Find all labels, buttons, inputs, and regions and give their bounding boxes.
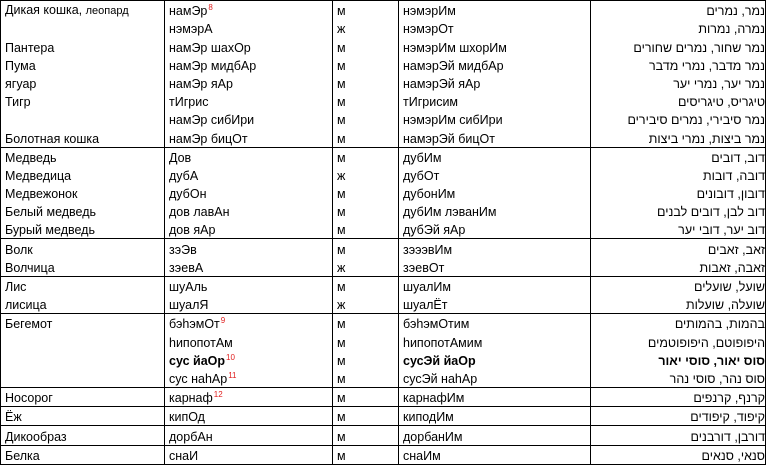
gender-cell-text: м bbox=[337, 76, 346, 91]
hebrew-cell-text: דורבן, דורבנים bbox=[690, 429, 765, 444]
transliteration-cell-text: шуалЯ bbox=[169, 298, 209, 313]
plural-cell-text: зэээвИм bbox=[403, 242, 453, 257]
transliteration-cell-text: намЭр шахОр bbox=[169, 40, 251, 55]
transliteration-cell-text: снаИ bbox=[169, 448, 199, 463]
gender-cell bbox=[333, 314, 399, 333]
hebrew-cell bbox=[591, 387, 766, 406]
gender-cell bbox=[333, 92, 399, 110]
hebrew-cell-text: נמרה, נמרות bbox=[698, 22, 765, 37]
plural-cell-text: шуалЁт bbox=[403, 298, 448, 313]
transliteration-cell bbox=[165, 74, 333, 92]
russian-word-cell-text: Пума bbox=[5, 58, 36, 73]
transliteration-cell bbox=[165, 110, 333, 128]
hebrew-cell bbox=[591, 351, 766, 369]
russian-word-cell bbox=[1, 387, 165, 406]
russian-word-cell bbox=[1, 74, 165, 92]
gender-cell bbox=[333, 74, 399, 92]
plural-cell bbox=[399, 37, 591, 55]
table-row bbox=[1, 407, 766, 426]
russian-word-cell-text: Тигр bbox=[5, 95, 31, 110]
transliteration-cell bbox=[165, 239, 333, 258]
transliteration-cell-text: намЭр мидбАр bbox=[169, 58, 257, 73]
transliteration-cell bbox=[165, 276, 333, 295]
plural-cell-text: нэмэрИм шхорИм bbox=[403, 40, 507, 55]
gender-cell bbox=[333, 19, 399, 37]
table-row bbox=[1, 239, 766, 258]
table-row bbox=[1, 37, 766, 55]
russian-word-cell bbox=[1, 314, 165, 333]
russian-word-cell-text: Пантера bbox=[5, 40, 55, 55]
hebrew-cell bbox=[591, 202, 766, 220]
gender-cell bbox=[333, 37, 399, 55]
table-row bbox=[1, 1, 766, 20]
russian-word-cell-text: Дикая кошка, bbox=[5, 3, 86, 18]
plural-cell bbox=[399, 295, 591, 314]
table-row bbox=[1, 220, 766, 239]
transliteration-cell bbox=[165, 1, 333, 20]
hebrew-cell-text: דובה, דובות bbox=[702, 168, 765, 183]
gender-cell-text: м bbox=[337, 317, 346, 332]
transliteration-cell bbox=[165, 387, 333, 406]
russian-word-cell-text: Медведица bbox=[5, 168, 72, 183]
gender-cell bbox=[333, 351, 399, 369]
hebrew-cell bbox=[591, 220, 766, 239]
table-row bbox=[1, 202, 766, 220]
gender-cell bbox=[333, 128, 399, 147]
russian-word-cell bbox=[1, 407, 165, 426]
plural-cell bbox=[399, 56, 591, 74]
russian-word-cell bbox=[1, 56, 165, 74]
plural-cell bbox=[399, 407, 591, 426]
hebrew-cell-text: זאב, זאבים bbox=[707, 242, 765, 257]
hebrew-cell bbox=[591, 426, 766, 445]
hebrew-cell bbox=[591, 276, 766, 295]
transliteration-cell bbox=[165, 128, 333, 147]
transliteration-cell bbox=[165, 92, 333, 110]
hebrew-cell-text: דוב, דובים bbox=[711, 150, 765, 165]
hebrew-cell bbox=[591, 295, 766, 314]
gender-cell bbox=[333, 295, 399, 314]
russian-word-cell-text: Бегемот bbox=[5, 317, 53, 332]
transliteration-cell bbox=[165, 332, 333, 350]
plural-cell bbox=[399, 1, 591, 20]
russian-word-cell bbox=[1, 166, 165, 184]
russian-word-cell-text: Дикообраз bbox=[5, 429, 67, 444]
hebrew-cell bbox=[591, 147, 766, 166]
plural-cell bbox=[399, 369, 591, 388]
plural-cell bbox=[399, 184, 591, 202]
gender-cell-text: м bbox=[337, 113, 346, 128]
gender-cell-text: м bbox=[337, 223, 346, 238]
plural-cell-text: нэмэрИм bbox=[403, 4, 456, 19]
russian-word-cell bbox=[1, 295, 165, 314]
hebrew-cell bbox=[591, 314, 766, 333]
hebrew-cell-text: היפופוטם, היפופוטמים bbox=[647, 335, 765, 350]
transliteration-cell-text: Дов bbox=[169, 150, 192, 165]
table-row bbox=[1, 295, 766, 314]
russian-word-cell-text: Ёж bbox=[5, 410, 22, 425]
table-row bbox=[1, 445, 766, 464]
gender-cell bbox=[333, 202, 399, 220]
hebrew-cell bbox=[591, 239, 766, 258]
plural-cell bbox=[399, 110, 591, 128]
table-row bbox=[1, 56, 766, 74]
gender-cell-text: ж bbox=[337, 260, 346, 275]
transliteration-cell-text: карнаф bbox=[169, 391, 213, 406]
transliteration-cell bbox=[165, 19, 333, 37]
transliteration-cell-text: дорбАн bbox=[169, 429, 213, 444]
gender-cell bbox=[333, 1, 399, 20]
transliteration-cell bbox=[165, 184, 333, 202]
russian-word-cell bbox=[1, 37, 165, 55]
hebrew-cell bbox=[591, 74, 766, 92]
hebrew-cell-text: קרנף, קרנפים bbox=[693, 391, 765, 406]
transliteration-cell-text: намЭр яАр bbox=[169, 76, 233, 91]
russian-word-cell bbox=[1, 276, 165, 295]
gender-cell-text: ж bbox=[337, 22, 346, 37]
russian-word-cell bbox=[1, 184, 165, 202]
gender-cell-text: м bbox=[337, 335, 346, 350]
hebrew-cell-text: נמר ביצות, נמרי ביצות bbox=[648, 131, 765, 146]
plural-cell bbox=[399, 239, 591, 258]
russian-word-cell bbox=[1, 19, 165, 37]
transliteration-cell bbox=[165, 202, 333, 220]
hebrew-cell bbox=[591, 445, 766, 464]
transliteration-cell-text: бэhэмОт bbox=[169, 317, 220, 332]
transliteration-cell bbox=[165, 351, 333, 369]
table-row bbox=[1, 166, 766, 184]
russian-word-cell bbox=[1, 426, 165, 445]
gender-cell bbox=[333, 407, 399, 426]
hebrew-cell bbox=[591, 184, 766, 202]
plural-cell-text: намэрЭй мидбАр bbox=[403, 58, 504, 73]
transliteration-cell bbox=[165, 426, 333, 445]
plural-cell bbox=[399, 387, 591, 406]
transliteration-cell-text: сус наhАр bbox=[169, 371, 228, 386]
hebrew-cell-text: סוס נהר, סוסי נהר bbox=[669, 371, 765, 386]
hebrew-cell-text: נמר יער, נמרי יער bbox=[673, 76, 765, 91]
transliteration-cell-text: дубА bbox=[169, 168, 199, 183]
russian-word-cell bbox=[1, 351, 165, 369]
table-row bbox=[1, 128, 766, 147]
gender-cell-text: ж bbox=[337, 298, 346, 313]
transliteration-cell-text: шуАль bbox=[169, 280, 208, 294]
table-row bbox=[1, 110, 766, 128]
russian-word-cell bbox=[1, 110, 165, 128]
hebrew-cell bbox=[591, 37, 766, 55]
russian-word-cell bbox=[1, 239, 165, 258]
hebrew-cell bbox=[591, 1, 766, 20]
hebrew-cell-text: קיפוד, קיפודים bbox=[690, 410, 765, 425]
plural-cell bbox=[399, 92, 591, 110]
transliteration-cell bbox=[165, 166, 333, 184]
plural-cell bbox=[399, 258, 591, 277]
gender-cell-text: ж bbox=[337, 168, 346, 183]
transliteration-cell-text: hипопотАм bbox=[169, 335, 233, 350]
plural-cell-text: нэмэрОт bbox=[403, 22, 454, 37]
gender-cell-text: м bbox=[337, 95, 346, 110]
russian-word-cell-text: Бурый медведь bbox=[5, 223, 95, 238]
russian-word-cell-text: Лис bbox=[5, 280, 27, 294]
table-row bbox=[1, 276, 766, 295]
gender-cell bbox=[333, 147, 399, 166]
hebrew-cell bbox=[591, 166, 766, 184]
hebrew-cell-text: דוב יער, דובי יער bbox=[678, 223, 765, 238]
transliteration-cell-text: дов лавАн bbox=[169, 205, 230, 220]
russian-word-cell bbox=[1, 128, 165, 147]
hebrew-cell bbox=[591, 110, 766, 128]
gender-cell-text: м bbox=[337, 4, 346, 19]
plural-cell bbox=[399, 351, 591, 369]
plural-cell-text: бэhэмОтим bbox=[403, 317, 470, 332]
plural-cell bbox=[399, 166, 591, 184]
gender-cell bbox=[333, 239, 399, 258]
transliteration-cell-text: намЭр бицОт bbox=[169, 131, 248, 146]
russian-word-cell-text: Волчица bbox=[5, 260, 55, 275]
hebrew-cell-text: נמר מדבר, נמרי מדבר bbox=[649, 58, 765, 73]
gender-cell-text: м bbox=[337, 242, 346, 257]
table-row bbox=[1, 369, 766, 388]
russian-word-cell-text: Медведь bbox=[5, 150, 57, 165]
plural-cell bbox=[399, 147, 591, 166]
gender-cell-text: м bbox=[337, 448, 346, 463]
plural-cell-text: дорбанИм bbox=[403, 429, 463, 444]
russian-word-cell-text: Болотная кошка bbox=[5, 131, 100, 146]
gender-cell-text: м bbox=[337, 131, 346, 146]
plural-cell bbox=[399, 220, 591, 239]
plural-cell bbox=[399, 314, 591, 333]
footnote-marker[interactable]: 12 bbox=[213, 390, 223, 400]
russian-word-cell-text: ягуар bbox=[5, 76, 37, 91]
hebrew-cell-text: זאבה, זאבות bbox=[699, 260, 765, 275]
transliteration-cell-text: сус йаОр bbox=[169, 353, 226, 368]
transliteration-cell-text: дубОн bbox=[169, 187, 207, 202]
gender-cell bbox=[333, 258, 399, 277]
footnote-marker[interactable]: 11 bbox=[228, 370, 237, 380]
transliteration-cell-text: намЭр bbox=[169, 4, 208, 19]
table-row bbox=[1, 258, 766, 277]
russian-word-note: леопард bbox=[85, 5, 129, 18]
hebrew-cell-text: נמר, נמרים bbox=[706, 4, 765, 19]
plural-cell-text: тИгрисим bbox=[403, 95, 459, 110]
russian-word-cell-text: Медвежонок bbox=[5, 187, 78, 202]
gender-cell-text: м bbox=[337, 150, 346, 165]
gender-cell bbox=[333, 369, 399, 388]
table-row bbox=[1, 332, 766, 350]
gender-cell bbox=[333, 276, 399, 295]
table-row bbox=[1, 19, 766, 37]
table-row bbox=[1, 426, 766, 445]
russian-word-cell bbox=[1, 332, 165, 350]
plural-cell bbox=[399, 202, 591, 220]
gender-cell-text: м bbox=[337, 187, 346, 202]
hebrew-cell-text: סוס יאור, סוסי יאור bbox=[658, 353, 765, 368]
russian-word-cell-text: Белка bbox=[5, 448, 40, 463]
hebrew-cell-text: נמר סיבירי, נמרים סיבירים bbox=[627, 113, 765, 128]
gender-cell bbox=[333, 387, 399, 406]
table-row bbox=[1, 387, 766, 406]
plural-cell bbox=[399, 74, 591, 92]
table-row bbox=[1, 351, 766, 369]
plural-cell-text: шуалИм bbox=[403, 280, 451, 294]
hebrew-cell bbox=[591, 407, 766, 426]
plural-cell-text: дубИм лэванИм bbox=[403, 205, 497, 220]
transliteration-cell bbox=[165, 369, 333, 388]
plural-cell bbox=[399, 19, 591, 37]
russian-word-cell-text: Белый медведь bbox=[5, 205, 97, 220]
hebrew-cell-text: טיגריס, טיגריסים bbox=[677, 95, 765, 110]
plural-cell bbox=[399, 128, 591, 147]
gender-cell bbox=[333, 332, 399, 350]
vocabulary-table-body bbox=[1, 1, 766, 465]
transliteration-cell bbox=[165, 56, 333, 74]
hebrew-cell bbox=[591, 19, 766, 37]
russian-word-cell-text: лисица bbox=[5, 298, 47, 313]
plural-cell-text: hипопотАмим bbox=[403, 335, 483, 350]
transliteration-cell bbox=[165, 295, 333, 314]
footnote-marker[interactable]: 10 bbox=[226, 352, 235, 362]
hebrew-cell bbox=[591, 128, 766, 147]
hebrew-cell bbox=[591, 56, 766, 74]
plural-cell bbox=[399, 332, 591, 350]
transliteration-cell bbox=[165, 220, 333, 239]
table-row bbox=[1, 314, 766, 333]
russian-word-cell bbox=[1, 258, 165, 277]
plural-cell-text: снаИм bbox=[403, 448, 441, 463]
gender-cell bbox=[333, 56, 399, 74]
plural-cell-text: намэрЭй яАр bbox=[403, 76, 481, 91]
gender-cell bbox=[333, 426, 399, 445]
hebrew-cell-text: שועל, שועלים bbox=[694, 280, 765, 294]
gender-cell-text: м bbox=[337, 410, 346, 425]
transliteration-cell bbox=[165, 445, 333, 464]
gender-cell bbox=[333, 110, 399, 128]
plural-cell bbox=[399, 426, 591, 445]
russian-word-cell bbox=[1, 369, 165, 388]
transliteration-cell-text: кипОд bbox=[169, 410, 205, 425]
hebrew-cell-text: בהמות, בהמותים bbox=[674, 317, 765, 332]
hebrew-cell bbox=[591, 332, 766, 350]
gender-cell-text: м bbox=[337, 371, 346, 386]
plural-cell-text: дубонИм bbox=[403, 187, 456, 202]
hebrew-cell-text: דובון, דובונים bbox=[696, 187, 765, 202]
transliteration-cell bbox=[165, 147, 333, 166]
transliteration-cell-text: зэЭв bbox=[169, 242, 197, 257]
russian-word-cell-text: Волк bbox=[5, 242, 33, 257]
russian-word-cell bbox=[1, 445, 165, 464]
gender-cell-text: м bbox=[337, 280, 346, 294]
russian-word-cell bbox=[1, 147, 165, 166]
transliteration-cell-text: намЭр сибИри bbox=[169, 113, 255, 128]
plural-cell bbox=[399, 276, 591, 295]
hebrew-cell bbox=[591, 258, 766, 277]
footnote-marker[interactable]: 8 bbox=[208, 3, 213, 13]
gender-cell bbox=[333, 220, 399, 239]
plural-cell-text: киподИм bbox=[403, 410, 454, 425]
hebrew-cell-text: שועלה, שועלות bbox=[685, 298, 765, 313]
gender-cell-text: м bbox=[337, 429, 346, 444]
hebrew-cell bbox=[591, 92, 766, 110]
gender-cell-text: м bbox=[337, 58, 346, 73]
transliteration-cell-text: зэевА bbox=[169, 260, 204, 275]
gender-cell-text: м bbox=[337, 205, 346, 220]
transliteration-cell-text: тИгрис bbox=[169, 95, 209, 110]
table-row bbox=[1, 92, 766, 110]
plural-cell-text: сусЭй йаОр bbox=[403, 353, 476, 368]
table-row bbox=[1, 184, 766, 202]
gender-cell-text: м bbox=[337, 391, 346, 406]
table-row bbox=[1, 147, 766, 166]
plural-cell-text: дубОт bbox=[403, 168, 440, 183]
hebrew-cell bbox=[591, 369, 766, 388]
gender-cell bbox=[333, 445, 399, 464]
plural-cell-text: намэрЭй бицОт bbox=[403, 131, 495, 146]
transliteration-cell bbox=[165, 314, 333, 333]
russian-word-cell bbox=[1, 1, 165, 20]
footnote-marker[interactable]: 9 bbox=[220, 316, 226, 326]
transliteration-cell bbox=[165, 407, 333, 426]
plural-cell-text: нэмэрИм сибИри bbox=[403, 113, 503, 128]
hebrew-cell-text: דוב לבן, דובים לבנים bbox=[657, 205, 765, 220]
transliteration-cell-text: дов яАр bbox=[169, 223, 216, 238]
plural-cell-text: дубЭй яАр bbox=[403, 223, 466, 238]
hebrew-cell-text: סנאי, סנאים bbox=[701, 448, 765, 463]
plural-cell-text: дубИм bbox=[403, 150, 442, 165]
gender-cell bbox=[333, 166, 399, 184]
russian-word-cell bbox=[1, 92, 165, 110]
table-row bbox=[1, 74, 766, 92]
plural-cell bbox=[399, 445, 591, 464]
russian-word-cell bbox=[1, 220, 165, 239]
plural-cell-text: сусЭй наhАр bbox=[403, 371, 478, 386]
russian-word-cell bbox=[1, 202, 165, 220]
gender-cell bbox=[333, 184, 399, 202]
plural-cell-text: карнафИм bbox=[403, 391, 465, 406]
hebrew-cell-text: נמר שחור, נמרים שחורים bbox=[633, 40, 765, 55]
russian-word-cell-text: Носорог bbox=[5, 391, 53, 406]
plural-cell-text: зэевОт bbox=[403, 260, 445, 275]
transliteration-cell bbox=[165, 37, 333, 55]
transliteration-cell bbox=[165, 258, 333, 277]
gender-cell-text: м bbox=[337, 353, 346, 368]
gender-cell-text: м bbox=[337, 40, 346, 55]
transliteration-cell-text: нэмэрА bbox=[169, 22, 213, 37]
